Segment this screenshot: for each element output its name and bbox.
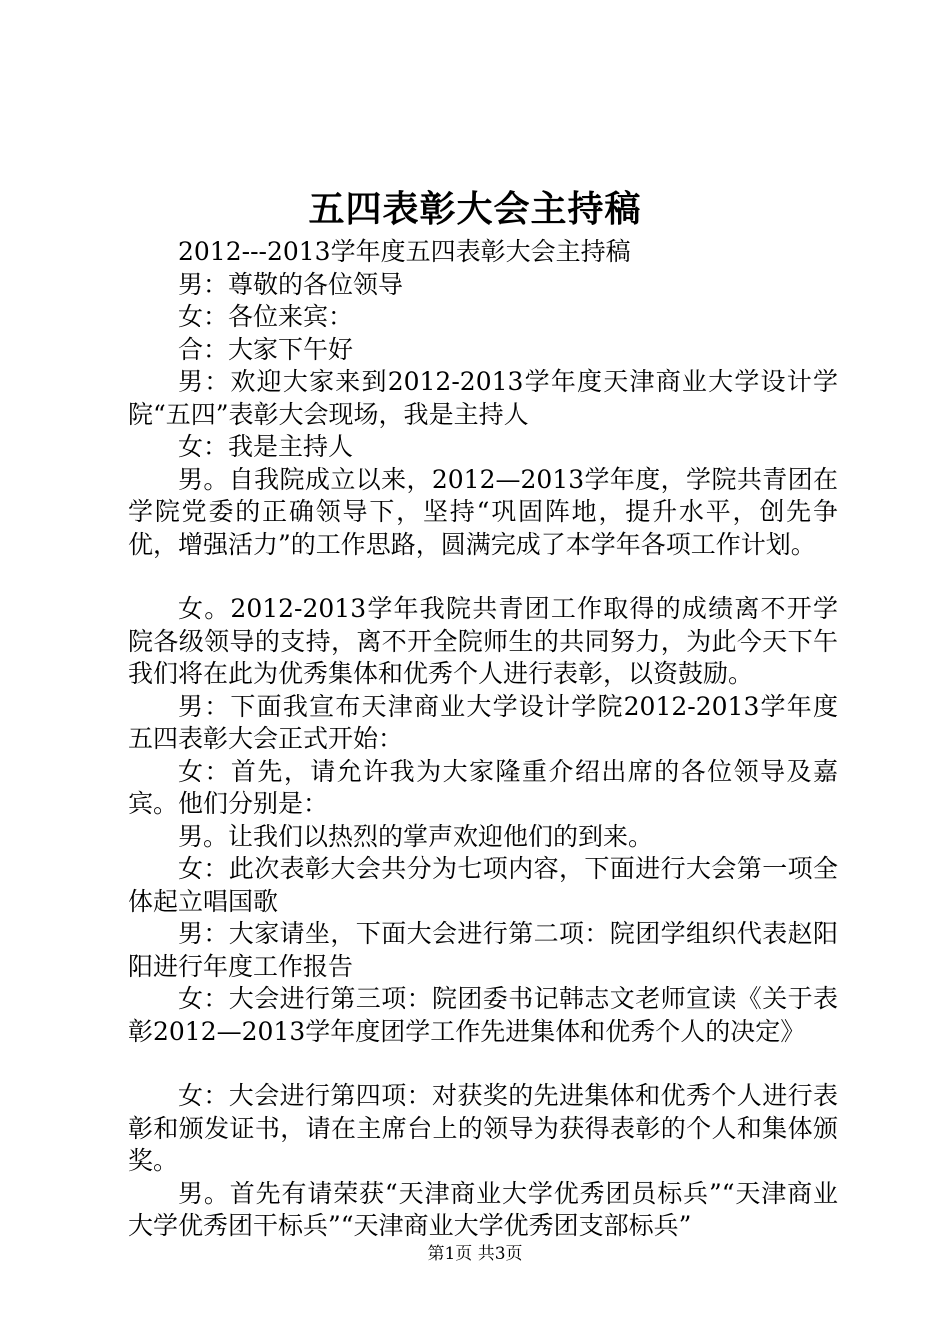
paragraph-15: 女：大会进行第四项：对获奖的先进集体和优秀个人进行表彰和颁发证书，请在主席台上的领导为获得表彰的个人和集体颁奖。	[128, 1081, 838, 1175]
paragraph-16: 男。首先有请荣获“天津商业大学优秀团员标兵”“天津商业大学优秀团干标兵”“天津商业大学优秀团支部标兵”	[128, 1178, 838, 1240]
page-number: 第1页 共3页	[427, 1244, 523, 1264]
paragraph-1: 2012---2013学年度五四表彰大会主持稿	[178, 237, 631, 266]
paragraph-7: 男。自我院成立以来，2012—2013学年度，学院共青团在学院党委的正确领导下，坚持“巩固阵地，提升水平，创先争优，增强活力”的工作思路，圆满完成了本学年各项工作计划。	[128, 464, 838, 559]
paragraph-4: 合：大家下午好	[178, 334, 354, 364]
paragraph-3: 女：各位来宾：	[178, 302, 354, 331]
paragraph-13: 男：大家请坐，下面大会进行第二项：院团学组织代表赵阳阳进行年度工作报告	[128, 919, 838, 981]
paragraph-9: 男：下面我宣布天津商业大学设计学院2012-2013学年度五四表彰大会正式开始：	[128, 691, 838, 753]
paragraph-2: 男：尊敬的各位领导	[178, 269, 404, 299]
document-title: 五四表彰大会主持稿	[308, 188, 642, 230]
paragraph-10: 女：首先，请允许我为大家隆重介绍出席的各位领导及嘉宾。他们分别是：	[128, 756, 838, 818]
paragraph-6: 女：我是主持人	[178, 432, 354, 461]
paragraph-14: 女：大会进行第三项：院团委书记韩志文老师宣读《关于表彰2012—2013学年度团学工作先进集体和优秀个人的决定》	[128, 984, 838, 1046]
paragraph-12: 女：此次表彰大会共分为七项内容，下面进行大会第一项全体起立唱国歌	[128, 854, 838, 916]
paragraph-11: 男。让我们以热烈的掌声欢迎他们的到来。	[178, 821, 654, 851]
paragraph-5: 男：欢迎大家来到2012-2013学年度天津商业大学设计学院“五四”表彰大会现场，我是主持人	[128, 367, 838, 429]
document-body	[128, 236, 838, 1243]
paragraph-8: 女。2012-2013学年我院共青团工作取得的成绩离不开学院各级领导的支持，离不开全院师生的共同努力，为此今天下午我们将在此为优秀集体和优秀个人进行表彰，以资鼓励。	[128, 594, 838, 688]
